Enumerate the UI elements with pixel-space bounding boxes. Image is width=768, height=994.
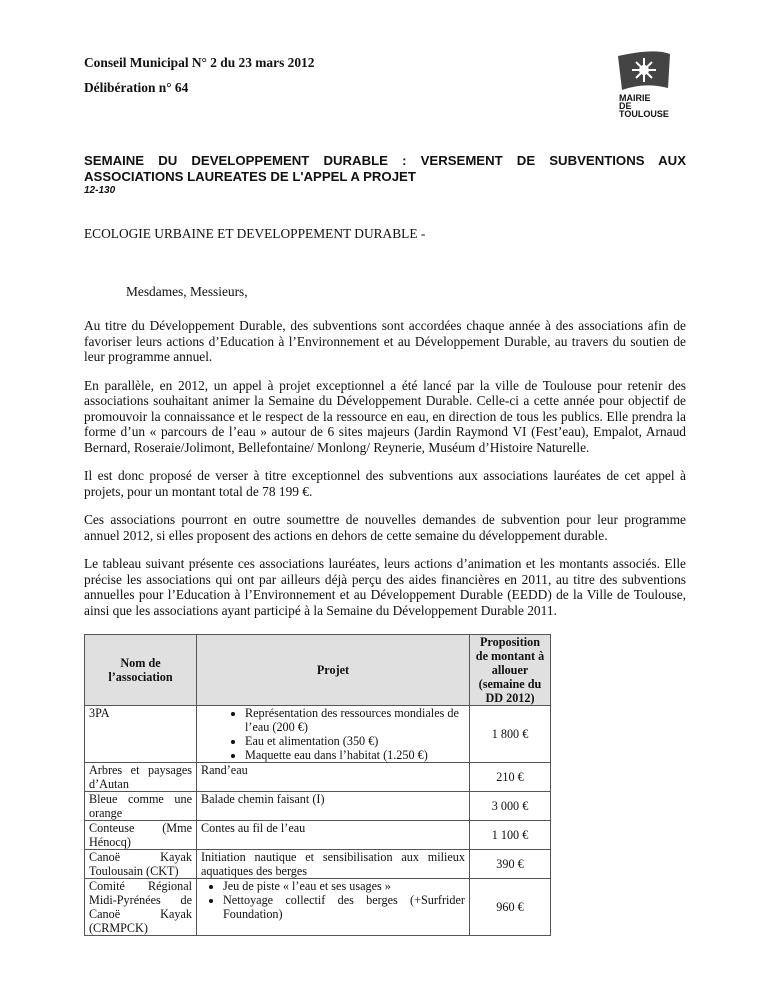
association-name: 3PA	[85, 706, 197, 763]
header-amount: Proposition de montant à allouer (semaine du DD 2012)	[470, 635, 551, 706]
association-name: Canoë Kayak Toulousain (CKT)	[85, 850, 197, 879]
table-row	[85, 792, 551, 821]
council-header: Conseil Municipal N° 2 du 23 mars 2012	[84, 55, 315, 70]
project-cell	[197, 879, 470, 936]
project-item: • Maquette eau dans l’habitat (1.250 €)	[245, 748, 465, 762]
deliberation-number: Délibération n° 64	[84, 80, 189, 95]
association-name: Bleue comme une orange	[85, 792, 197, 821]
amount: 390 €	[470, 850, 551, 879]
project-item: • Jeu de piste « l’eau et ses usages »	[223, 879, 465, 893]
project-item: • Eau et alimentation (350 €)	[245, 734, 465, 748]
svg-text:TOULOUSE: TOULOUSE	[619, 109, 669, 119]
svg-text:DE: DE	[619, 101, 632, 111]
table-row	[85, 821, 551, 850]
paragraph: Ces associations pourront en outre soumettre de nouvelles demandes de subvention pour leur programme annuel 2012, si elles proposent des actions en dehors de cette semaine du développement durable.	[84, 512, 686, 543]
table-row	[85, 879, 551, 936]
project-item: • Nettoyage collectif des berges (+Surfrider Foundation)	[223, 893, 465, 921]
paragraph: Au titre du Développement Durable, des subventions sont accordées chaque année à des associations afin de favoriser leurs actions d’Education à l’Environnement et au Développement Durable, au travers du soutien de leur programme annuel.	[84, 318, 686, 364]
paragraph: En parallèle, en 2012, un appel à projet exceptionnel a été lancé par la ville de Toulouse pour retenir des associations souhaitant animer la Semaine du Développement Durable. Celle-ci a cette année pour objectif de promouvoir la connaissance et le respect de la ressource en eau, en direction de tous les publics. Elle prendra la forme d’un « parcours de l’eau » autour de 6 sites majeurs (Jardin Raymond VI (Fest’eau), Empalot, Arnaud Bernard, Roseraie/Jolimont, Bellefontaine/ Monlong/ Reynerie, Muséum d’Histoire Naturelle.	[84, 377, 686, 455]
amount: 3 000 €	[470, 792, 551, 821]
project-cell: Contes au fil de l’eau	[197, 821, 470, 850]
deliberation-title: SEMAINE DU DEVELOPPEMENT DURABLE : VERSEMENT DE SUBVENTIONS AUX ASSOCIATIONS LAUREATES DE L'APPEL A PROJET	[84, 153, 686, 184]
table-header-row	[85, 635, 551, 706]
amount: 1 800 €	[470, 706, 551, 763]
project-cell: Balade chemin faisant (I)	[197, 792, 470, 821]
project-cell: Rand’eau	[197, 763, 470, 792]
header-project: Projet	[197, 635, 470, 706]
association-name: Arbres et paysages d’Autan	[85, 763, 197, 792]
body	[84, 318, 686, 936]
paragraph: Il est donc proposé de verser à titre exceptionnel des subventions aux associations lauréates de cet appel à projets, pour un montant total de 78 199 €.	[84, 468, 686, 499]
association-name: Conteuse (Mme Hénocq)	[85, 821, 197, 850]
department: ECOLOGIE URBAINE ET DEVELOPPEMENT DURABLE -	[84, 226, 426, 241]
table-row	[85, 706, 551, 763]
table-row	[85, 850, 551, 879]
amount: 1 100 €	[470, 821, 551, 850]
toulouse-flag-icon	[614, 50, 694, 120]
project-item: • Représentation des ressources mondiales de l’eau (200 €)	[245, 706, 465, 734]
header-association: Nom de l’association	[85, 635, 197, 706]
amount: 210 €	[470, 763, 551, 792]
project-cell: Initiation nautique et sensibilisation aux milieux aquatiques des berges	[197, 850, 470, 879]
mairie-toulouse-logo	[614, 50, 694, 124]
svg-text:MAIRIE: MAIRIE	[619, 93, 651, 103]
amount: 960 €	[470, 879, 551, 936]
laureates-table	[84, 634, 551, 936]
deliberation-code: 12-130	[84, 185, 116, 196]
table-row	[85, 763, 551, 792]
salutation: Mesdames, Messieurs,	[126, 284, 248, 299]
paragraph: Le tableau suivant présente ces associations lauréates, leurs actions d’animation et les montants associés. Elle précise les associations qui ont par ailleurs déjà perçu des aides financières en 2011, au titre des subventions annuelles pour l’Education à l’Environnement et au Développement Durable (EEDD) de la Ville de Toulouse, ainsi que les associations ayant participé à la Semaine du Développement Durable 2011.	[84, 556, 686, 618]
project-cell	[197, 706, 470, 763]
association-name: Comité Régional Midi-Pyrénées de Canoë Kayak (CRMPCK)	[85, 879, 197, 936]
